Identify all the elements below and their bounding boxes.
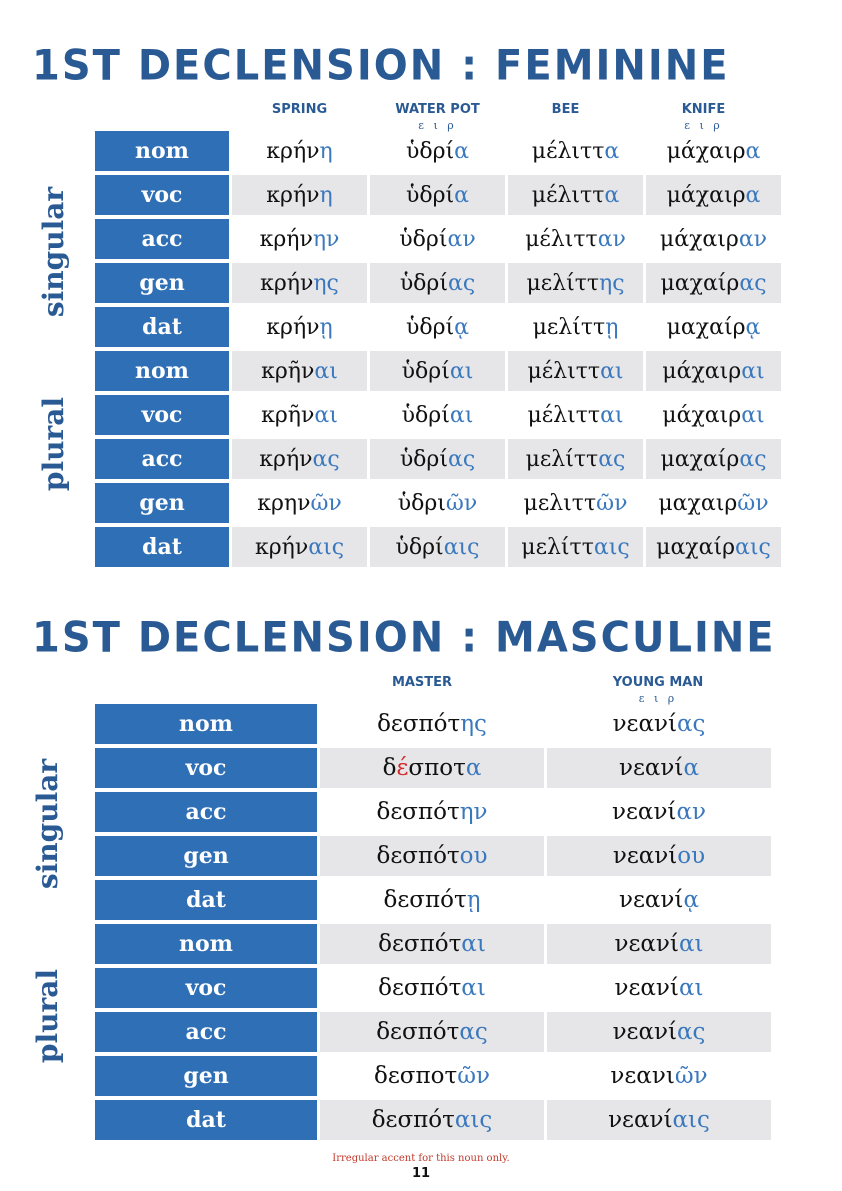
stem: νεανί	[612, 843, 678, 869]
case-label: dat	[95, 305, 231, 349]
masculine-rows	[95, 704, 773, 1142]
ending: ᾳ	[745, 314, 761, 340]
case-label: gen	[95, 834, 319, 878]
stem: νεανί	[614, 931, 679, 957]
feminine-declension-table	[95, 131, 784, 571]
stem: ὑδρί	[399, 226, 448, 252]
word-form	[319, 746, 546, 790]
ending: α	[604, 138, 620, 164]
col-label: BEE	[551, 102, 580, 117]
stem: κρήν	[266, 182, 320, 208]
word-form	[319, 878, 546, 922]
stem: νεανί	[619, 755, 684, 781]
stem: ὑδρί	[405, 182, 455, 208]
word-form	[546, 746, 773, 790]
word-form	[369, 481, 507, 525]
col-header-water-pot	[370, 103, 505, 131]
col-label: KNIFE	[681, 102, 726, 117]
stem: κρήν	[259, 226, 313, 252]
stem: μαχαίρ	[660, 446, 740, 472]
page-number: 11	[411, 1166, 431, 1181]
stem: δ	[382, 755, 397, 781]
stem: νεανί	[614, 975, 679, 1001]
ending: αι	[314, 358, 338, 384]
col-sub-eir: ε ι ρ	[418, 119, 457, 132]
table-row	[95, 481, 783, 525]
stem: κρήν	[266, 138, 320, 164]
stem: μελίττ	[525, 446, 599, 472]
word-form	[369, 131, 507, 173]
ending: α	[745, 138, 761, 164]
ending: ας	[598, 446, 626, 472]
ending: αις	[454, 1107, 493, 1133]
ending: ῃ	[466, 887, 481, 913]
word-form	[507, 305, 645, 349]
ending: ου	[677, 843, 706, 869]
stem: ὑδρί	[405, 314, 455, 340]
ending: αι	[461, 975, 486, 1001]
case-label: nom	[95, 349, 231, 393]
stem: μαχαίρ	[656, 534, 736, 560]
table-row	[95, 1054, 773, 1098]
stem: δεσποτ	[374, 1063, 458, 1089]
side-label-plural: plural	[31, 968, 64, 1064]
table-row	[95, 131, 783, 173]
ending: α	[454, 138, 470, 164]
word-form	[369, 173, 507, 217]
word-form	[645, 131, 783, 173]
col-header-young-man	[546, 676, 770, 704]
stem: μελιττ	[523, 490, 597, 516]
word-form	[507, 261, 645, 305]
case-label: acc	[95, 217, 231, 261]
ending: αι	[741, 358, 765, 384]
table-row	[95, 525, 783, 569]
word-form	[369, 305, 507, 349]
stem: δεσπότ	[376, 799, 460, 825]
ending: ῶν	[737, 490, 769, 516]
ending: αι	[678, 931, 704, 957]
word-form	[369, 217, 507, 261]
ending: ας	[739, 270, 767, 296]
case-label: acc	[95, 437, 231, 481]
ending: αι	[741, 402, 765, 428]
table-row	[95, 1098, 773, 1142]
stem: νεανί	[608, 1107, 673, 1133]
word-form	[369, 349, 507, 393]
stem: κρήν	[254, 534, 309, 560]
word-form	[231, 173, 369, 217]
word-form	[319, 1010, 546, 1054]
word-form	[319, 834, 546, 878]
word-form	[319, 704, 546, 746]
ending: αν	[447, 226, 476, 252]
ending: ην	[459, 799, 488, 825]
case-label: voc	[95, 393, 231, 437]
word-form	[546, 790, 773, 834]
ending: ας	[448, 270, 476, 296]
stem: δεσπότ	[378, 975, 462, 1001]
case-label: voc	[95, 966, 319, 1010]
stem: μαχαίρ	[660, 270, 740, 296]
word-form	[546, 922, 773, 966]
masculine-title: 1ST DECLENSION : MASCULINE	[32, 613, 776, 663]
word-form	[645, 217, 783, 261]
ending: ας	[739, 446, 767, 472]
stem: ὑδρί	[405, 138, 455, 164]
stem: ὑδρί	[401, 358, 450, 384]
feminine-rows	[95, 131, 783, 569]
word-form	[507, 131, 645, 173]
word-form	[645, 173, 783, 217]
table-row	[95, 878, 773, 922]
ending: ην	[312, 226, 340, 252]
word-form	[319, 1054, 546, 1098]
stem: ὑδρί	[399, 446, 448, 472]
ending: αν	[738, 226, 768, 252]
word-form	[231, 393, 369, 437]
word-form	[507, 481, 645, 525]
stem: ὑδρί	[395, 534, 444, 560]
ending: αν	[597, 226, 626, 252]
stem: δεσπότ	[376, 1019, 460, 1045]
stem: νεανί	[612, 799, 677, 825]
stem: δεσπότ	[383, 887, 467, 913]
word-form	[645, 261, 783, 305]
stem: μελίττ	[526, 270, 600, 296]
stem: δεσπότ	[377, 711, 461, 737]
case-label: dat	[95, 1098, 319, 1142]
ending: ῶν	[596, 490, 628, 516]
ending: ας	[677, 1019, 706, 1045]
table-row	[95, 922, 773, 966]
word-form	[507, 173, 645, 217]
word-form	[369, 261, 507, 305]
word-form	[231, 131, 369, 173]
case-label: voc	[95, 746, 319, 790]
table-row	[95, 173, 783, 217]
word-form	[645, 305, 783, 349]
word-form	[231, 481, 369, 525]
ending: αι	[314, 402, 338, 428]
word-form	[645, 481, 783, 525]
ending: αν	[676, 799, 706, 825]
word-form	[546, 834, 773, 878]
irregular-accent: έ	[396, 755, 409, 781]
ending: αι	[600, 358, 624, 384]
case-label: gen	[95, 261, 231, 305]
word-form	[645, 525, 783, 569]
stem: μέλιττ	[531, 138, 605, 164]
ending: ᾳ	[454, 314, 470, 340]
case-label: dat	[95, 878, 319, 922]
table-row	[95, 746, 773, 790]
stem: μάχαιρ	[666, 138, 746, 164]
stem: κρήν	[259, 446, 313, 472]
word-form	[369, 437, 507, 481]
word-form	[507, 217, 645, 261]
ending: η	[319, 138, 333, 164]
table-row	[95, 305, 783, 349]
ending: ῶν	[674, 1063, 708, 1089]
word-form	[645, 393, 783, 437]
irregular-accent-footnote: Irregular accent for this noun only.	[332, 1153, 510, 1164]
word-form	[645, 349, 783, 393]
table-row	[95, 704, 773, 746]
stem: σποτ	[408, 755, 466, 781]
stem: νεανί	[612, 711, 677, 737]
case-label: dat	[95, 525, 231, 569]
word-form	[507, 437, 645, 481]
case-label: voc	[95, 173, 231, 217]
word-form	[507, 349, 645, 393]
ending: ας	[677, 711, 706, 737]
word-form	[231, 349, 369, 393]
ending: ου	[459, 843, 488, 869]
stem: κρῆν	[261, 402, 315, 428]
ending: α	[465, 755, 482, 781]
word-form	[319, 966, 546, 1010]
stem: μέλιττ	[525, 226, 598, 252]
ending: ας	[459, 1019, 488, 1045]
word-form	[231, 217, 369, 261]
feminine-title: 1ST DECLENSION : FEMININE	[32, 41, 730, 91]
word-form	[231, 525, 369, 569]
masculine-declension-table	[95, 704, 774, 1144]
table-row	[95, 349, 783, 393]
stem: νεανί	[612, 1019, 677, 1045]
case-label: nom	[95, 704, 319, 746]
word-form	[507, 393, 645, 437]
ending: ῶν	[445, 490, 478, 516]
ending: α	[454, 182, 470, 208]
word-form	[645, 437, 783, 481]
ending: ης	[313, 270, 339, 296]
word-form	[319, 790, 546, 834]
table-row	[95, 834, 773, 878]
col-header-knife	[636, 103, 771, 131]
col-header-bee	[498, 103, 633, 116]
col-label: SPRING	[271, 102, 328, 117]
case-label: gen	[95, 1054, 319, 1098]
ending: ῶν	[457, 1063, 490, 1089]
col-header-master	[320, 676, 524, 689]
ending: ης	[599, 270, 625, 296]
stem: μέλιττ	[527, 402, 601, 428]
stem: ὑδρί	[401, 402, 450, 428]
word-form	[231, 261, 369, 305]
col-label: MASTER	[391, 675, 453, 690]
ending: ῃ	[605, 314, 619, 340]
ending: αις	[443, 534, 480, 560]
col-label: YOUNG MAN	[612, 675, 704, 690]
table-row	[95, 261, 783, 305]
table-row	[95, 437, 783, 481]
stem: νεανί	[619, 887, 684, 913]
ending: αι	[600, 402, 624, 428]
stem: ὑδρί	[399, 270, 448, 296]
case-label: gen	[95, 481, 231, 525]
stem: μελίττ	[521, 534, 594, 560]
side-label-plural: plural	[37, 396, 70, 492]
stem: μάχαιρ	[662, 358, 742, 384]
stem: μαχαιρ	[658, 490, 738, 516]
col-header-spring	[232, 103, 367, 116]
word-form	[546, 1098, 773, 1142]
word-form	[507, 525, 645, 569]
word-form	[319, 922, 546, 966]
stem: μελίττ	[532, 314, 606, 340]
stem: δεσπότ	[376, 843, 460, 869]
table-row	[95, 393, 783, 437]
word-form	[546, 704, 773, 746]
word-form	[369, 525, 507, 569]
word-form	[546, 1054, 773, 1098]
word-form	[231, 437, 369, 481]
table-row	[95, 966, 773, 1010]
ending: αις	[593, 534, 630, 560]
word-form	[546, 878, 773, 922]
case-label: acc	[95, 790, 319, 834]
ending: αις	[672, 1107, 710, 1133]
case-label: acc	[95, 1010, 319, 1054]
stem: μέλιττ	[527, 358, 601, 384]
stem: κρῆν	[261, 358, 315, 384]
stem: κρήν	[266, 314, 320, 340]
word-form	[319, 1098, 546, 1142]
ending: αι	[678, 975, 704, 1001]
case-label: nom	[95, 131, 231, 173]
stem: ὑδρι	[397, 490, 446, 516]
word-form	[546, 966, 773, 1010]
stem: μάχαιρ	[666, 182, 746, 208]
ending: αι	[449, 358, 474, 384]
ending: ας	[312, 446, 340, 472]
stem: μάχαιρ	[662, 402, 742, 428]
table-row	[95, 790, 773, 834]
stem: μάχαιρ	[659, 226, 739, 252]
stem: κρην	[257, 490, 311, 516]
ending: αις	[308, 534, 345, 560]
side-label-singular: singular	[31, 758, 64, 890]
stem: δεσπότ	[371, 1107, 455, 1133]
word-form	[231, 305, 369, 349]
ending: ης	[460, 711, 487, 737]
stem: νεανι	[610, 1063, 675, 1089]
case-label: nom	[95, 922, 319, 966]
col-label: WATER POT	[395, 102, 480, 117]
word-form	[369, 393, 507, 437]
ending: ῶν	[310, 490, 342, 516]
stem: κρήν	[260, 270, 314, 296]
ending: ᾳ	[683, 887, 699, 913]
stem: μαχαίρ	[666, 314, 746, 340]
ending: αι	[461, 931, 486, 957]
stem: μέλιττ	[531, 182, 605, 208]
ending: ας	[448, 446, 476, 472]
ending: ῃ	[319, 314, 333, 340]
table-row	[95, 217, 783, 261]
col-sub-eir: ε ι ρ	[684, 119, 723, 132]
word-form	[546, 1010, 773, 1054]
stem: δεσπότ	[378, 931, 462, 957]
col-sub-eir: ε ι ρ	[638, 692, 678, 705]
side-label-singular: singular	[37, 186, 70, 318]
ending: α	[745, 182, 761, 208]
ending: η	[319, 182, 333, 208]
ending: α	[683, 755, 699, 781]
ending: αι	[449, 402, 474, 428]
table-row	[95, 1010, 773, 1054]
ending: αις	[735, 534, 771, 560]
ending: α	[604, 182, 620, 208]
